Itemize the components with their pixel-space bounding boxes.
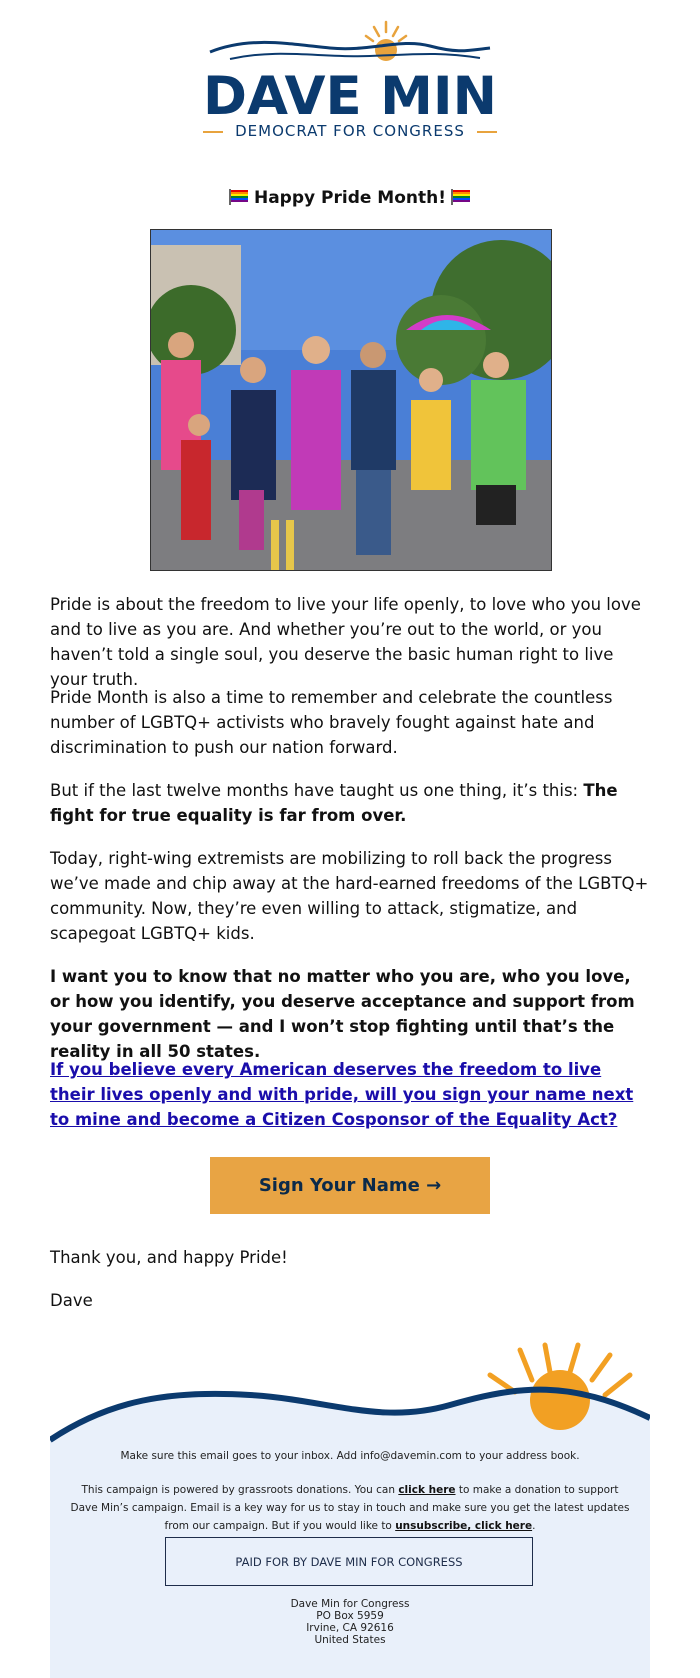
petition-link[interactable]: If you believe every American deserves the freedom to live their lives openly and with pride, will you sign your name next to mine and become a Citizen Cosponsor of the Equality Act? bbox=[50, 1060, 634, 1129]
tagline-rule-left bbox=[203, 131, 223, 133]
paragraph-remember bbox=[50, 685, 650, 760]
unsubscribe-text: unsubscribe, click here bbox=[395, 1520, 533, 1532]
donation-text: This campaign is powered by grassroots donations. You can bbox=[81, 1484, 399, 1496]
paragraph-text: Pride Month is also a time to remember and celebrate the countless number of LGBTQ+ activists who bravely fought against hate and discrimination to push our nation forward. bbox=[50, 688, 613, 757]
paragraph-petition bbox=[50, 1057, 650, 1132]
signature-text: Dave bbox=[50, 1291, 93, 1310]
donation-note bbox=[70, 1481, 630, 1535]
paragraph-fight bbox=[50, 778, 650, 828]
paragraph-freedom bbox=[50, 592, 650, 692]
paragraph-text: Pride is about the freedom to live your life openly, to love who you love and to live as you are. And whether you’re out to the world, or you haven’t told a single soul, you deserve the basic human right to live your truth. bbox=[50, 595, 641, 689]
paragraph-text: Thank you, and happy Pride! bbox=[50, 1248, 288, 1267]
paragraph-text: I want you to know that no matter who you are, who you love, or how you identify, you deserve acceptance and support from your government — and I won’t stop fighting until that’s the reality in all 50 states. bbox=[50, 967, 635, 1061]
mailing-address bbox=[50, 1598, 650, 1646]
paid-for-disclaimer: PAID FOR BY DAVE MIN FOR CONGRESS bbox=[165, 1537, 533, 1586]
logo bbox=[0, 18, 700, 143]
rainbow-flag-icon bbox=[229, 189, 249, 205]
logo-tagline bbox=[0, 122, 700, 140]
paragraph-commitment bbox=[50, 964, 650, 1064]
tagline-text: DEMOCRAT FOR CONGRESS bbox=[235, 122, 465, 140]
signature bbox=[50, 1288, 650, 1313]
pride-parade-photo bbox=[150, 229, 552, 571]
sign-your-name-button[interactable]: Sign Your Name → bbox=[210, 1157, 490, 1214]
logo-mountains-sun-icon bbox=[200, 18, 500, 63]
rainbow-flag-icon bbox=[451, 189, 471, 205]
greeting-text: Happy Pride Month! bbox=[253, 188, 446, 208]
paragraph-text: But if the last twelve months have taught us one thing, it’s this: bbox=[50, 781, 584, 800]
logo-name: DAVE MIN bbox=[203, 66, 497, 127]
paragraph-emphasis: The fight for true equality is far from over. bbox=[50, 781, 618, 825]
address-line: PO Box 5959 bbox=[316, 1610, 384, 1622]
donation-text: to make a donation to support Dave Min’s campaign. Email is a key way for us to stay in touch and make sure you get the latest updates from our campaign. But if you would like to bbox=[70, 1484, 630, 1532]
paragraph-text: Today, right-wing extremists are mobilizing to roll back the progress we’ve made and chip away at the hard-earned freedoms of the LGBTQ+ community. Now, they’re even willing to attack, stigmatize, and scapegoat LGBTQ+ kids. bbox=[50, 849, 649, 943]
address-line: United States bbox=[314, 1634, 386, 1646]
greeting-heading bbox=[0, 188, 700, 208]
paragraph-thanks bbox=[50, 1245, 650, 1270]
donation-text: . bbox=[532, 1520, 536, 1532]
inbox-note: Make sure this email goes to your inbox. Add info@davemin.com to your address book. bbox=[120, 1450, 580, 1462]
paragraph-extremists bbox=[50, 846, 650, 946]
donate-link[interactable]: click here bbox=[398, 1484, 456, 1496]
unsubscribe-link[interactable] bbox=[395, 1520, 532, 1532]
address-line: Dave Min for Congress bbox=[290, 1598, 410, 1610]
tagline-rule-right bbox=[477, 131, 497, 133]
address-line: Irvine, CA 92616 bbox=[306, 1622, 394, 1634]
